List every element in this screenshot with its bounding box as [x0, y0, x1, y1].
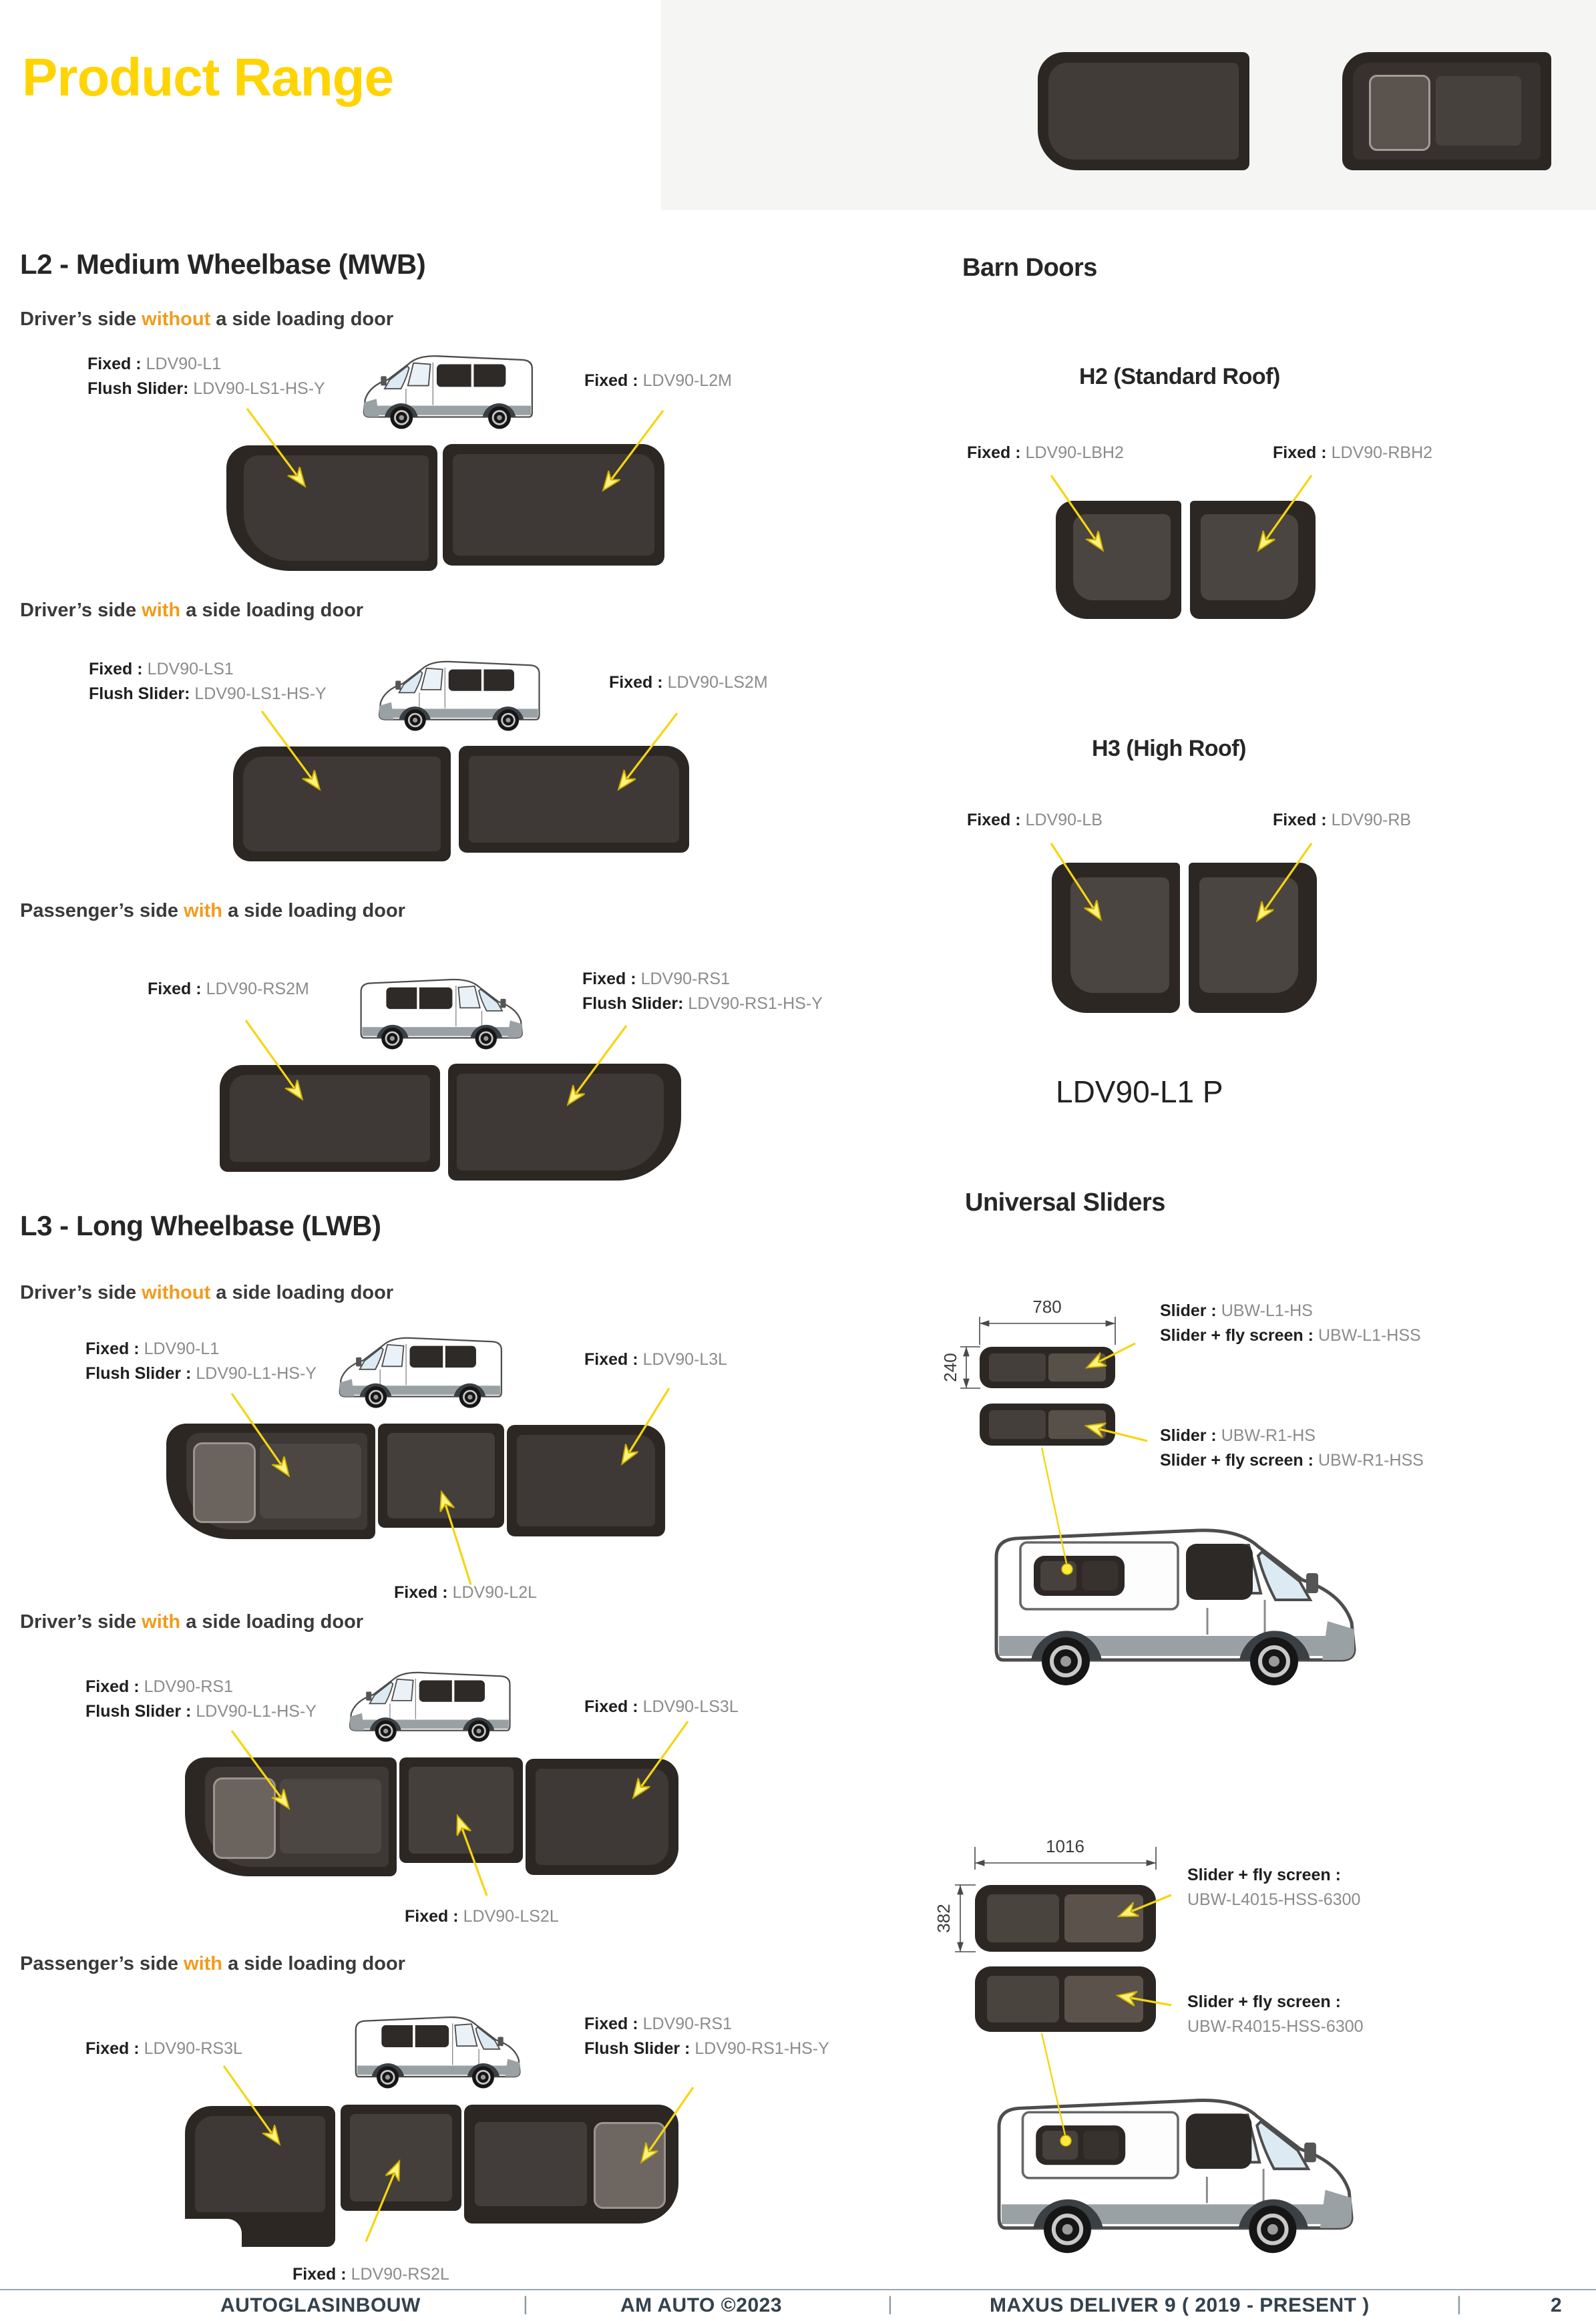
slider1-label: Slider : UBW-L1-HS Slider + fly screen : UBW-L1-HSS [1160, 1301, 1421, 1345]
dim-240: 240 [940, 1353, 960, 1382]
group1-right-label: Fixed : LDV90-L2M [584, 371, 732, 390]
group3-subheading: Passenger’s side with a side loading door [20, 900, 405, 921]
group6-window-mid [341, 2105, 461, 2211]
footer-separator: | [523, 2293, 529, 2315]
group1-window-front [226, 445, 437, 571]
group4-bottom-label: Fixed : LDV90-L2L [394, 1583, 538, 1602]
group5-left-label: Fixed : LDV90-RS1 Flush Slider : LDV90-L1-HS-Y [85, 1677, 317, 1721]
footer-separator: | [1456, 2293, 1462, 2315]
universal-slider-ubw-l4015 [975, 1885, 1156, 1952]
group5-window-mid [399, 1757, 523, 1863]
dim-780: 780 [1032, 1297, 1062, 1317]
heading-h3-high-roof: H3 (High Roof) [1092, 736, 1246, 761]
universal-slider-ubw-r1 [980, 1404, 1115, 1446]
slider4-label: Slider + fly screen : UBW-R4015-HSS-6300 [1187, 1992, 1364, 2036]
group3-van [353, 972, 533, 1054]
h3-right-label: Fixed : LDV90-RB [1273, 811, 1412, 829]
footer-model: MAXUS DELIVER 9 ( 2019 - PRESENT ) [990, 2294, 1370, 2316]
group6-subheading: Passenger’s side with a side loading door [20, 1953, 405, 1974]
group4-right-label: Fixed : LDV90-L3L [584, 1350, 728, 1369]
footer-page-number: 2 [1551, 2294, 1563, 2316]
group4-window-rear [507, 1425, 665, 1536]
section-heading-l2: L2 - Medium Wheelbase (MWB) [20, 248, 426, 280]
group3-left-label: Fixed : LDV90-RS2M [148, 980, 309, 998]
h2-left-label: Fixed : LDV90-LBH2 [967, 443, 1124, 462]
dim-382: 382 [934, 1904, 954, 1933]
slider3-label: Slider + fly screen : UBW-L4015-HSS-6300 [1187, 1866, 1361, 1909]
group2-van [369, 654, 548, 735]
universal-slider-ubw-r4015 [975, 1966, 1156, 2032]
footer-divider [0, 2289, 1596, 2290]
h2-right-label: Fixed : LDV90-RBH2 [1273, 443, 1433, 462]
group1-van [353, 349, 541, 433]
section-heading-barn-doors: Barn Doors [962, 254, 1097, 282]
group6-left-label: Fixed : LDV90-RS3L [85, 2039, 242, 2058]
footer-separator: | [887, 2293, 893, 2315]
group1-window-rear [443, 444, 664, 566]
group4-window-front-flushslider [166, 1424, 375, 1539]
group5-window-front-flushslider [185, 1757, 397, 1876]
footer-brand: AUTOGLASINBOUW [220, 2294, 421, 2316]
universal-van-h3 [978, 1514, 1378, 1695]
dim-1016: 1016 [1046, 1836, 1084, 1856]
h3-barn-door-windows [1052, 863, 1317, 1013]
fixed-window-icon [1038, 52, 1249, 170]
group3-window-front [448, 1064, 681, 1181]
group3-right-label: Fixed : LDV90-RS1 Flush Slider: LDV90-RS1-HS-Y [582, 970, 823, 1013]
group6-window-front-flushslider [464, 2105, 678, 2224]
universal-van-h3-bottom [978, 2085, 1378, 2262]
group4-left-label: Fixed : LDV90-L1 Flush Slider : LDV90-L1-HS-Y [85, 1339, 317, 1383]
group1-subheading: Driver’s side without a side loading door [20, 308, 394, 330]
group6-window-rear [185, 2106, 335, 2247]
page-title: Product Range [22, 47, 393, 107]
group2-window-rear [459, 746, 689, 853]
flush-slider-icon [1342, 52, 1551, 170]
group6-bottom-label: Fixed : LDV90-RS2L [292, 2265, 449, 2284]
group5-subheading: Driver’s side with a side loading door [20, 1611, 364, 1633]
plate-label-ldv90-l1p: LDV90-L1 P [1056, 1074, 1223, 1109]
universal-slider-ubw-l1 [980, 1347, 1115, 1388]
section-heading-universal-sliders: Universal Sliders [965, 1189, 1165, 1217]
group2-subheading: Driver’s side with a side loading door [20, 600, 364, 621]
group1-left-label: Fixed : LDV90-L1 Flush Slider: LDV90-LS1-HS-Y [87, 355, 325, 398]
group4-van [329, 1331, 510, 1412]
h3-left-label: Fixed : LDV90-LB [967, 811, 1103, 829]
group5-bottom-label: Fixed : LDV90-LS2L [405, 1907, 559, 1926]
group5-right-label: Fixed : LDV90-LS3L [584, 1697, 739, 1716]
footer-company: AM AUTO ©2023 [620, 2294, 783, 2316]
group4-subheading: Driver’s side without a side loading door [20, 1282, 394, 1303]
group2-window-slidingdoor [233, 747, 451, 861]
h2-barn-door-windows [1056, 501, 1316, 619]
group5-window-rear [526, 1759, 678, 1875]
group6-van [347, 2010, 531, 2093]
group2-left-label: Fixed : LDV90-LS1 Flush Slider: LDV90-LS1-HS-Y [89, 660, 327, 703]
section-heading-l3: L3 - Long Wheelbase (LWB) [20, 1210, 381, 1241]
group4-window-mid [378, 1424, 504, 1528]
group6-right-label: Fixed : LDV90-RS1 Flush Slider : LDV90-RS1-HS-Y [584, 2015, 829, 2058]
group3-window-rear [220, 1065, 440, 1172]
group5-van [339, 1665, 518, 1746]
heading-h2-standard-roof: H2 (Standard Roof) [1079, 364, 1280, 389]
group2-right-label: Fixed : LDV90-LS2M [609, 673, 768, 692]
slider2-label: Slider : UBW-R1-HS Slider + fly screen : UBW-R1-HSS [1160, 1426, 1424, 1470]
